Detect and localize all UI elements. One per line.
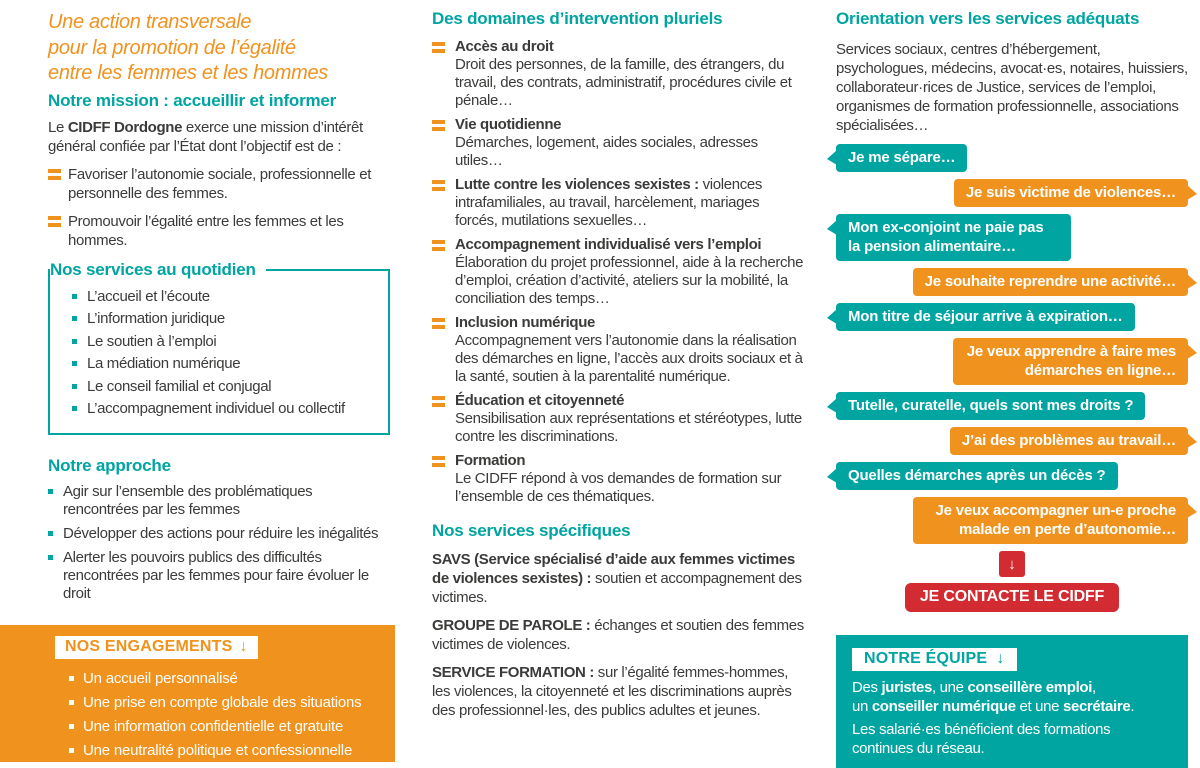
team-text: et une xyxy=(1015,697,1063,715)
team-bold-text: secrétaire xyxy=(1062,697,1131,715)
speech-bubble: Je veux apprendre à faire mes démarches en ligne… xyxy=(953,338,1188,385)
specific-service-item xyxy=(432,616,804,654)
domain-item xyxy=(432,236,804,308)
speech-bubble: Je souhaite reprendre une activité… xyxy=(913,268,1188,296)
approach-heading: Notre approche xyxy=(48,455,171,475)
domains-heading: Des domaines d’intervention pluriels xyxy=(432,9,723,28)
domain-title: Formation xyxy=(455,452,526,469)
domain-item xyxy=(432,452,804,506)
speech-bubble: Je me sépare… xyxy=(836,144,967,172)
specific-service-label: GROUPE DE PAROLE : xyxy=(432,617,591,634)
domain-item xyxy=(432,392,804,446)
contact-cta xyxy=(836,551,1188,612)
speech-bubble: Je veux accompagner un-e proche malade en perte d’autonomie… xyxy=(913,497,1188,544)
list-item-text: Le conseil familial et conjugal xyxy=(87,377,272,395)
middle-column xyxy=(432,10,804,729)
domain-description: Droit des personnes, de la famille, des étrangers, du travail, des contrats, administratif, procédures civile et pénale… xyxy=(455,56,792,109)
list-item xyxy=(48,525,390,543)
mission-bullet xyxy=(48,165,390,203)
speech-bubble: Quelles démarches après un décès ? xyxy=(836,462,1118,490)
down-arrow-icon: ↓ xyxy=(999,551,1025,577)
commitments-heading xyxy=(55,636,258,659)
list-item xyxy=(72,286,382,309)
specific-service-label: SAVS (Service spécialisé d’aide aux femmes victimes de violences sexistes) : xyxy=(432,551,795,587)
equals-bullet-icon xyxy=(48,169,61,173)
domain-description: Accompagnement vers l’autonomie dans la réalisation des démarches en ligne, l’accès aux droits sociaux et à la santé, soutien à la parentalité numérique. xyxy=(455,332,803,385)
domain-title: Éducation et citoyenneté xyxy=(455,392,625,409)
domain-description: Le CIDFF répond à vos demandes de formation sur l’ensemble de ces thématiques. xyxy=(455,470,782,505)
list-item xyxy=(72,376,382,399)
intro-line: pour la promotion de l’égalité xyxy=(48,36,296,59)
contact-cidff-button[interactable]: JE CONTACTE LE CIDFF xyxy=(905,583,1119,612)
list-item xyxy=(69,739,395,763)
square-bullet-icon xyxy=(48,489,53,494)
speech-bubble: J’ai des problèmes au travail… xyxy=(950,427,1188,455)
equals-bullet-icon xyxy=(432,180,445,184)
square-bullet-icon xyxy=(69,700,74,705)
mission-bullet xyxy=(48,212,390,250)
domain-description: Démarches, logement, aides sociales, adresses utiles… xyxy=(455,134,758,169)
specific-service-item xyxy=(432,550,804,607)
commitments-list xyxy=(69,667,395,763)
domain-description: violences intrafamiliales, au travail, harcèlement, mariages forcés, mutilations sexuelles… xyxy=(455,176,763,229)
left-column xyxy=(48,10,390,609)
square-bullet-icon xyxy=(72,406,77,411)
list-item xyxy=(72,398,382,421)
square-bullet-icon xyxy=(72,294,77,299)
domain-description: Sensibilisation aux représentations et stéréotypes, lutte contre les discriminations. xyxy=(455,410,802,445)
list-item-text: Une prise en compte globale des situations xyxy=(83,694,362,711)
team-text: , une xyxy=(932,679,968,696)
specific-service-text: sur l’égalité femmes-hommes, les violences, la citoyenneté et les discriminations auprès des professionnel·les, des publics adultes et jeunes. xyxy=(432,664,792,719)
daily-services-box xyxy=(48,259,390,435)
equals-bullet-icon xyxy=(432,42,445,46)
square-bullet-icon xyxy=(48,555,53,560)
down-arrow-icon: ↓ xyxy=(996,650,1005,667)
list-item-text: Agir sur l’ensemble des problématiques rencontrées par les femmes xyxy=(63,482,313,518)
domain-title: Lutte contre les violences sexistes : xyxy=(455,176,699,193)
equals-bullet-icon xyxy=(432,240,445,244)
orientation-paragraph: Services sociaux, centres d’hébergement, psychologues, médecins, avocat·es, notaires, huissiers, collaborateur·rices de Justice, services de l’emploi, organismes de formation professionnelle, associations spécialisées… xyxy=(836,41,1188,134)
team-text: . xyxy=(1130,697,1135,715)
mission-bullet-text: Favoriser l’autonomie sociale, professionnelle et personnelle des femmes. xyxy=(68,165,372,202)
list-item-text: L’information juridique xyxy=(87,310,225,327)
right-column xyxy=(836,10,1188,768)
orientation-heading: Orientation vers les services adéquats xyxy=(836,9,1140,28)
speech-bubble: Mon ex-conjoint ne paie pas la pension alimentaire… xyxy=(836,214,1071,261)
square-bullet-icon xyxy=(69,724,74,729)
domain-item xyxy=(432,116,804,170)
specific-service-label: SERVICE FORMATION : xyxy=(432,664,594,681)
mission-bold-text: CIDFF Dordogne xyxy=(67,118,183,136)
list-item xyxy=(72,353,382,376)
intro-tagline xyxy=(48,10,390,87)
equals-bullet-icon xyxy=(432,396,445,400)
team-bold-text: conseiller numérique xyxy=(871,697,1016,715)
commitments-heading-text: NOS ENGAGEMENTS xyxy=(65,638,233,655)
mission-text: Le xyxy=(48,118,68,136)
mission-text: exerce une mission d’intérêt général confiée par l’État dont l’objectif est de : xyxy=(48,118,363,155)
square-bullet-icon xyxy=(72,384,77,389)
list-item-text: Une neutralité politique et confessionnelle xyxy=(83,742,353,759)
team-training-note: Les salarié·es bénéficient des formations continues du réseau. xyxy=(852,721,1111,757)
equals-bullet-icon xyxy=(432,456,445,460)
specific-service-text: échanges et soutien des femmes victimes de violences. xyxy=(432,617,804,653)
list-item-text: L’accueil et l’écoute xyxy=(87,287,210,305)
list-item-text: Le soutien à l’emploi xyxy=(87,332,217,350)
list-item xyxy=(48,549,390,603)
domain-description: Élaboration du projet professionnel, aide à la recherche d’emploi, création d’activité, ateliers sur la mobilité, la conciliation des temps… xyxy=(455,254,804,307)
square-bullet-icon xyxy=(72,339,77,344)
domain-item xyxy=(432,176,804,230)
square-bullet-icon xyxy=(48,531,53,536)
square-bullet-icon xyxy=(72,316,77,321)
down-arrow-icon: ↓ xyxy=(239,638,248,655)
team-panel xyxy=(836,635,1188,768)
approach-list xyxy=(48,483,390,603)
speech-bubble: Mon titre de séjour arrive à expiration… xyxy=(836,303,1135,331)
team-bold-text: conseillère emploi xyxy=(967,679,1093,696)
list-item xyxy=(69,667,395,691)
domain-item xyxy=(432,314,804,386)
list-item-text: Un accueil personnalisé xyxy=(83,670,238,687)
list-item-text: L’accompagnement individuel ou collectif xyxy=(87,400,345,417)
equals-bullet-icon xyxy=(432,120,445,124)
team-description xyxy=(852,679,1174,716)
speech-bubble: Je suis victime de violences… xyxy=(954,179,1188,207)
specific-services-heading: Nos services spécifiques xyxy=(432,521,631,540)
domain-title: Inclusion numérique xyxy=(455,314,596,331)
mission-bullet-text: Promouvoir l’égalité entre les femmes et les hommes. xyxy=(68,212,344,249)
domain-title: Vie quotidienne xyxy=(455,116,562,133)
intro-line: Une action transversale xyxy=(48,11,252,33)
list-item xyxy=(69,691,395,715)
square-bullet-icon xyxy=(72,361,77,366)
list-item xyxy=(72,308,382,331)
team-text: Des xyxy=(852,679,882,696)
team-heading-text: NOTRE ÉQUIPE xyxy=(864,650,988,667)
domain-title: Accès au droit xyxy=(455,38,554,55)
equals-bullet-icon xyxy=(48,216,61,220)
list-item-text: Alerter les pouvoirs publics des difficultés rencontrées par les femmes pour faire évoluer le droit xyxy=(63,548,369,602)
list-item xyxy=(48,483,390,519)
domain-item xyxy=(432,38,804,110)
square-bullet-icon xyxy=(69,748,74,753)
speech-bubble: Tutelle, curatelle, quels sont mes droits ? xyxy=(836,392,1145,420)
team-bold-text: juristes xyxy=(881,679,933,696)
mission-heading: Notre mission : accueillir et informer xyxy=(48,90,337,110)
specific-service-text: soutien et accompagnement des victimes. xyxy=(432,570,802,606)
list-item xyxy=(72,331,382,354)
domain-title: Accompagnement individualisé vers l’emploi xyxy=(455,236,762,253)
square-bullet-icon xyxy=(69,676,74,681)
team-heading xyxy=(852,648,1017,671)
list-item-text: La médiation numérique xyxy=(87,355,241,372)
daily-services-list xyxy=(72,286,382,421)
list-item-text: Développer des actions pour réduire les inégalités xyxy=(63,524,379,542)
list-item xyxy=(69,715,395,739)
team-text: , xyxy=(1092,679,1096,696)
specific-service-item xyxy=(432,663,804,720)
mission-paragraph xyxy=(48,118,390,156)
daily-services-heading: Nos services au quotidien xyxy=(50,261,266,279)
equals-bullet-icon xyxy=(432,318,445,322)
intro-line: entre les femmes et les hommes xyxy=(48,62,328,84)
speech-bubbles xyxy=(836,144,1188,544)
list-item-text: Une information confidentielle et gratuite xyxy=(83,718,344,735)
team-text: un xyxy=(852,697,872,715)
commitments-panel xyxy=(0,625,395,762)
